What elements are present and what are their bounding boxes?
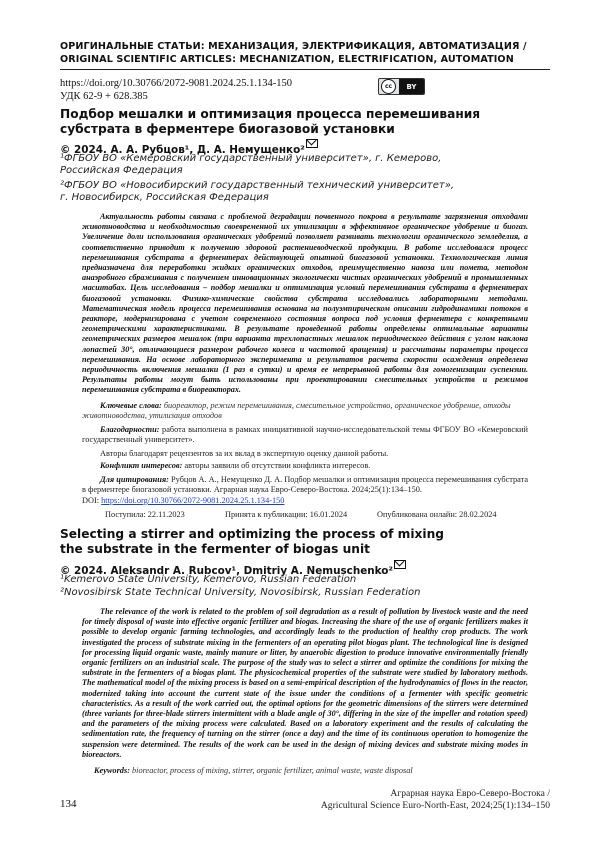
affiliation-ru-1 xyxy=(60,153,540,178)
reviewers-note: Авторы благодарят рецензентов за их вклад в экспертную оценку данной работы. xyxy=(100,449,389,458)
date-received: Поступила: 22.11.2023 xyxy=(105,510,185,519)
doi-label: DOI: xyxy=(82,496,100,505)
affiliation-ru-2 xyxy=(60,180,540,205)
affiliation-ru-2-line2: г. Новосибирск, Российская Федерация xyxy=(60,192,269,204)
keywords-en xyxy=(82,766,528,776)
citation-label: Для цитирования: xyxy=(100,475,169,484)
article-title-ru xyxy=(60,107,550,137)
title-ru-line1: Подбор мешалки и оптимизация процесса перемешивания xyxy=(60,107,481,121)
acknowledgements-text: работа выполнена в рамках инициативной научно-исследовательской темы ФГБОУ ВО «Кемеровский государственный университет». xyxy=(82,425,528,445)
udc-code: УДК 62-9 + 628.385 xyxy=(60,91,148,102)
header-divider xyxy=(60,69,550,70)
cc-license-icon[interactable] xyxy=(378,78,425,95)
doi-link-top[interactable]: https://doi.org/10.30766/2072-9081.2024.25.1.134-150 xyxy=(60,78,292,89)
conflict-text: авторы заявили об отсутствии конфликта интересов. xyxy=(184,461,371,470)
section-header-ru: ОРИГИНАЛЬНЫЕ СТАТЬИ: МЕХАНИЗАЦИЯ, ЭЛЕКТРИФИКАЦИЯ, АВТОМАТИЗАЦИЯ / xyxy=(60,41,527,52)
cc-by-label: BY xyxy=(399,79,424,94)
affiliation-ru-1-line2: Российская Федерация xyxy=(60,165,183,177)
affiliation-ru-2-line1: ²ФГБОУ ВО «Новосибирский государственный технический университет», xyxy=(60,180,455,191)
article-title-en xyxy=(60,527,550,557)
acknowledgements xyxy=(82,425,528,445)
doi-link-bottom[interactable]: https://doi.org/10.30766/2072-9081.2024.25.1.134-150 xyxy=(101,496,285,505)
email-envelope-icon-en[interactable] xyxy=(394,560,406,569)
acknowledgements-label: Благодарности: xyxy=(100,425,160,434)
section-header-en: ORIGINAL SCIENTIFIC ARTICLES: MECHANIZATION, ELECTRIFICATION, AUTOMATION xyxy=(60,54,514,65)
citation xyxy=(82,475,528,495)
conflict-label: Конфликт интересов: xyxy=(100,461,183,470)
authors-en-text: © 2024. Aleksandr A. Rubcov¹, Dmitriy A. Nemuschenko² xyxy=(60,565,393,577)
cc-circle-icon: cc xyxy=(381,79,396,94)
keywords-en-label: Keywords: xyxy=(94,766,130,775)
affiliation-ru-1-line1: ¹ФГБОУ ВО «Кемеровский государственный университет», г. Кемерово, xyxy=(60,153,442,164)
affiliation-en-1: ¹Kemerovo State University, Kemerovo, Russian Federation xyxy=(60,574,357,585)
date-published: Опубликована онлайн: 28.02.2024 xyxy=(377,510,497,519)
keywords-ru xyxy=(82,401,528,421)
citation-text: Рубцов А. А., Немущенко Д. А. Подбор мешалки и оптимизация процесса перемешивания субстрата в ферментере биогазовой установки. Аграрная наука Евро-Северо-Востока. 2024;25(1):134–150. xyxy=(82,475,528,495)
title-en-line2: the substrate in the fermenter of biogas unit xyxy=(60,542,370,556)
keywords-en-text: bioreactor, process of mixing, stirrer, organic fertilizer, animal waste, waste disposal xyxy=(132,766,413,775)
abstract-en: The relevance of the work is related to the problem of soil degradation as a result of pollution by livestock waste and the need for timely disposal of waste into effective organic fertilizer and biogas. Increasing the share of the use of organic fertilizers makes it possible to develop organic farming technologies, and accordingly leads to the production of healthy crop products. The work investigated the process of substrate mixing in the fermenters of an operating pilot biogas plant. The technological line is designed for processing liquid organic waste, mainly manure or litter, by anaerobic digestion to produce innovative environmentally friendly organic fertilizers on an industrial scale. The purpose of the study was to select a stirrer and optimize the conditions for mixing the substrate in the fermenters of a biogas plant. The physicochemical properties of the substrate were studied by laboratory methods. The mathematical model of the mixing process is based on a semi-empirical description of the hydrodynamics of flows in the reactor, modernized taking into account the current state of the issue under the conditions of a fermenter with specific geometric characteristics. As a result of the work carried out, the optimal options for the geometric dimensions of the stirrers were determined (three variants for three-blade stirrers intermittent with a blade angle of 30°, differing in the size of the impeller and rotation speed) and the parameters of the mixing process were calculated. Based on a laboratory experiment and the results of calculating the sedimentation rate, the frequency of turning on the stirrer (once a day) and the time of its continuous operation to homogenize the suspension were determined. The results of the work can be used in the design of mixing devices and substrate mixing modes in bioreactors. xyxy=(82,607,528,759)
date-accepted: Принята к публикации: 16.01.2024 xyxy=(225,510,348,519)
abstract-ru: Актуальность работы связана с проблемой деградации почвенного покрова в результате загрязнения отходами животноводства и необходимостью своевременной их утилизации в эффективное органическое удобрение и биогаз. Увеличение доли использования органических удобрений позволяет развивать технологии органического земледелия, а соответственно приводит к получению здоровой растениеводческой продукции. В работе исследовался процесс перемешивания субстрата в ферментерах действующей опытной биогазовой установки. Технологическая линия предназначена для переработки жидких органических отходов, преимущественно навоза или помета, методом анаэробного сбраживания с получением инновационных экологически чистых органических удобрений в промышленных масштабах. Цель исследования – подбор мешалки и оптимизация условий перемешивания субстрата в ферментерах биогазовой установки. Физико-химические свойства субстрата исследовались лабораторными методами. Математическая модель процесса перемешивания основана на полуэмпирическом описании гидродинамики потоков в реакторе, модернизирована с учетом современного состояния вопроса под условия ферментера с конкретными геометрическими характеристиками. В результате проведенной работы определены оптимальные варианты геометрических размеров мешалок (три варианта трехлопастных мешалок периодического действия с углом наклона лопастей 30°, отличающиеся размером рабочего колеса и частотой вращения) и рассчитаны параметры процесса перемешивания. На основе лабораторного эксперимента и результатов расчета скорости осаждения определена периодичность включения мешалки (1 раз в сутки) и время ее непрерывной работы для гомогенизации суспензии. Результаты работы могут быть использованы при проектировании смесительных устройств и режимов перемешивания субстрата в биореакторах. xyxy=(82,212,528,395)
doi-line-bottom xyxy=(82,496,528,506)
section-header xyxy=(60,40,550,66)
title-en-line1: Selecting a stirrer and optimizing the process of mixing xyxy=(60,527,444,541)
journal-footer xyxy=(321,788,550,812)
journal-footer-ru: Аграрная наука Евро-Северо-Востока / xyxy=(390,788,550,799)
page-number: 134 xyxy=(60,798,77,810)
title-ru-line2: субстрата в ферментере биогазовой установки xyxy=(60,122,395,136)
email-envelope-icon[interactable] xyxy=(306,139,318,148)
keywords-ru-label: Ключевые слова: xyxy=(100,401,162,410)
keywords-ru-text: биореактор, режим перемешивания, смесительное устройство, органическое удобрение, отходы животноводства, утилизация отходов xyxy=(82,401,511,421)
authors-ru-text: © 2024. А. А. Рубцов¹, Д. А. Немущенко² xyxy=(60,144,305,156)
journal-footer-en: Agricultural Science Euro-North-East, 2024;25(1):134–150 xyxy=(320,800,550,811)
conflict-of-interest xyxy=(82,461,528,471)
affiliation-en-2: ²Novosibirsk State Technical University, Novosibirsk, Russian Federation xyxy=(60,587,421,598)
